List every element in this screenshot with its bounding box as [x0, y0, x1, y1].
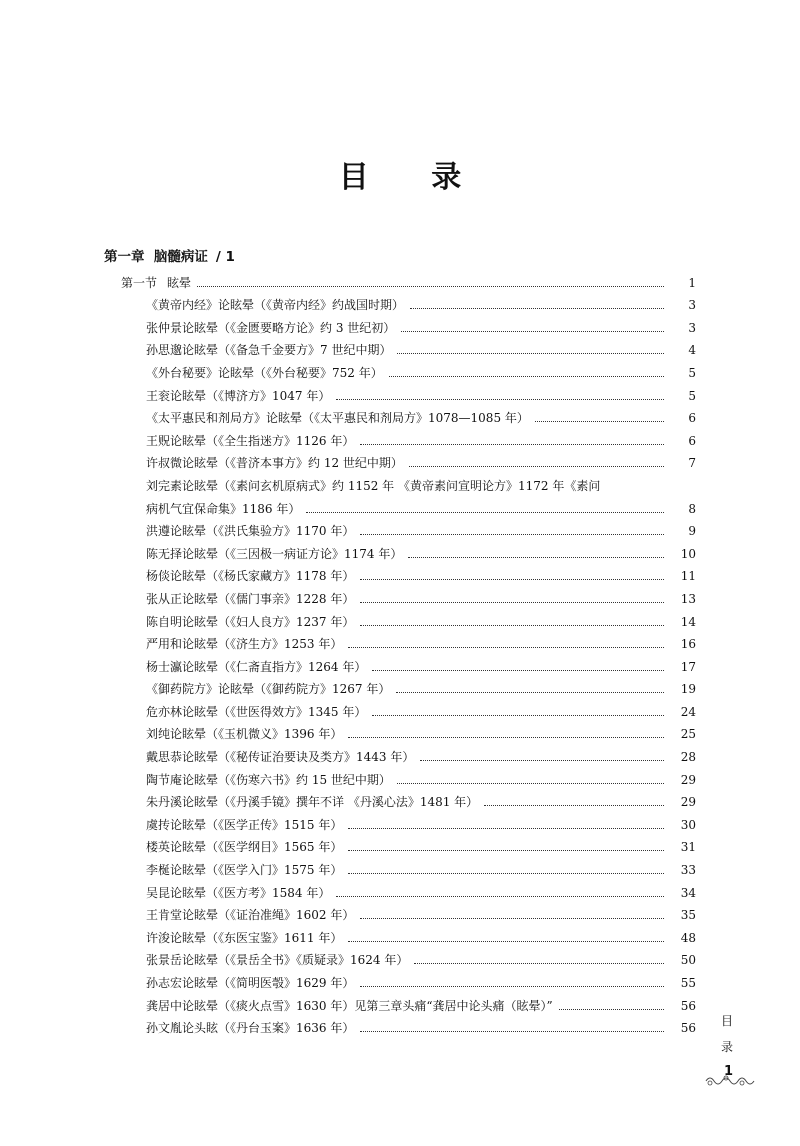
dot-leader	[348, 737, 664, 738]
side-tab-label	[720, 1008, 734, 1060]
section-name: 眩晕	[167, 275, 192, 290]
toc-entry-title: 楼英论眩晕（《医学纲目》1565 年）	[146, 840, 343, 855]
toc-entry-page: 8	[688, 501, 696, 516]
toc-entry-title: 李梴论眩晕（《医学入门》1575 年）	[146, 863, 343, 878]
toc-entry[interactable]	[0, 833, 800, 856]
toc-entry-title: 《太平惠民和剂局方》论眩晕（《太平惠民和剂局方》1078—1085 年）	[146, 411, 529, 426]
dot-leader	[360, 625, 664, 626]
toc-entry-page: 29	[680, 772, 696, 787]
toc-entry-title: 《御药院方》论眩晕（《御药院方》1267 年）	[146, 682, 391, 697]
toc-entry[interactable]	[0, 1014, 800, 1037]
side-label-char: 目	[720, 1014, 733, 1028]
toc-entry-page: 28	[680, 750, 696, 765]
toc-entry-page: 48	[680, 930, 696, 945]
toc-entry-title: 杨倓论眩晕（《杨氏家藏方》1178 年）	[146, 569, 355, 584]
toc-entry-title: 张景岳论眩晕（《景岳全书》《质疑录》1624 年）	[146, 953, 409, 968]
dot-leader	[348, 828, 664, 829]
toc-entry-page: 3	[688, 298, 696, 313]
toc-entry-title: 王衮论眩晕（《博济方》1047 年）	[146, 388, 331, 403]
toc-entry-page: 55	[680, 976, 696, 990]
toc-entry[interactable]	[0, 697, 800, 720]
toc-entry-page: 5	[688, 365, 696, 380]
toc-entry-page: 50	[680, 953, 696, 968]
dot-leader	[372, 670, 664, 671]
dot-leader	[397, 783, 664, 784]
toc-entry[interactable]	[0, 291, 800, 314]
toc-entry[interactable]	[0, 742, 800, 765]
toc-entry-continuation[interactable]	[0, 494, 800, 517]
toc-entry-page: 4	[688, 343, 696, 358]
toc-entry-page: 34	[680, 885, 696, 900]
toc-entry-title: 严用和论眩晕（《济生方》1253 年）	[146, 637, 343, 652]
toc-entry[interactable]	[0, 652, 800, 675]
toc-entry-title: 陶节庵论眩晕（《伤寒六书》约 15 世纪中期）	[146, 772, 391, 787]
toc-entry-page: 11	[680, 569, 696, 584]
toc-entry-title: 虞抟论眩晕（《医学正传》1515 年）	[146, 817, 343, 832]
toc-entry-title: 杨士瀛论眩晕（《仁斋直指方》1264 年）	[146, 659, 367, 674]
toc-entry-page: 31	[680, 840, 696, 855]
toc-entry-page: 56	[680, 1021, 696, 1036]
toc-entry-title: 张从正论眩晕（《儒门事亲》1228 年）	[146, 591, 355, 606]
toc-entry-title: 王肯堂论眩晕（《证治准绳》1602 年）	[146, 908, 355, 923]
dot-leader	[360, 579, 664, 580]
dot-leader	[306, 512, 664, 513]
toc-entry-page: 56	[680, 998, 696, 1013]
toc-entry-page: 30	[680, 817, 696, 832]
toc-entry[interactable]	[0, 855, 800, 878]
toc-entry-page: 10	[680, 546, 696, 561]
footer-page-number: 1	[724, 1064, 734, 1079]
toc-entry[interactable]	[0, 607, 800, 630]
chapter-name: 脑髓病证	[153, 249, 208, 265]
dot-leader	[360, 534, 664, 535]
section-label: 第一节	[121, 275, 158, 290]
toc-entry-page: 3	[688, 320, 696, 335]
toc-entry[interactable]	[0, 878, 800, 901]
toc-entries	[0, 291, 800, 1037]
toc-entry[interactable]	[0, 471, 800, 494]
toc-entry[interactable]	[0, 517, 800, 540]
toc-entry-title: 吴昆论眩晕（《医方考》1584 年）	[146, 885, 331, 900]
dot-leader	[409, 466, 664, 467]
toc-entry-page: 16	[680, 637, 696, 652]
toc-entry-title: 王贶论眩晕（《全生指迷方》1126 年）	[146, 433, 355, 448]
toc-entry[interactable]	[0, 539, 800, 562]
toc-entry-title: 《黄帝内经》论眩晕（《黄帝内经》约战国时期）	[146, 298, 405, 313]
dot-leader	[410, 308, 664, 309]
toc-entry-page: 25	[680, 727, 696, 742]
toc-entry-page: 6	[688, 433, 696, 448]
toc-entry-title: 许浚论眩晕（《东医宝鉴》1611 年）	[146, 930, 343, 945]
toc-entry-page: 35	[680, 908, 696, 923]
dot-leader	[535, 421, 664, 422]
dot-leader	[559, 1009, 664, 1010]
toc-entry-title: 孙志宏论眩晕（《简明医彀》1629 年）	[146, 976, 355, 990]
toc-entry[interactable]	[0, 968, 800, 991]
chapter-label: 第一章	[104, 249, 145, 265]
toc-entry-title: 孙思邈论眩晕（《备急千金要方》7 世纪中期）	[146, 343, 392, 358]
toc-entry[interactable]	[0, 562, 800, 585]
toc-entry[interactable]	[0, 788, 800, 811]
toc-entry[interactable]	[0, 675, 800, 698]
dot-leader	[401, 331, 664, 332]
toc-entry[interactable]	[0, 991, 800, 1014]
dot-leader	[348, 941, 664, 942]
toc-entry[interactable]	[0, 720, 800, 743]
toc-section-row[interactable]	[0, 268, 800, 291]
dot-leader	[197, 286, 664, 287]
toc-entry-page: 17	[680, 659, 696, 674]
toc-list	[0, 268, 800, 1036]
toc-entry-title: 陈自明论眩晕（《妇人良方》1237 年）	[146, 614, 355, 629]
toc-entry-title: 孙文胤论头眩（《丹台玉案》1636 年）	[146, 1021, 355, 1036]
toc-entry-title: 洪遵论眩晕（《洪氏集验方》1170 年）	[146, 524, 355, 539]
dot-leader	[484, 805, 664, 806]
dot-leader	[336, 896, 664, 897]
dot-leader	[414, 963, 664, 964]
toc-entry-title: 《外台秘要》论眩晕（《外台秘要》752 年）	[146, 365, 383, 380]
toc-entry[interactable]	[0, 449, 800, 472]
chapter-page: 1	[225, 249, 235, 265]
toc-entry[interactable]	[0, 426, 800, 449]
dot-leader	[336, 399, 664, 400]
toc-entry-page: 6	[688, 411, 696, 426]
toc-entry-title: 朱丹溪论眩晕（《丹溪手镜》撰年不详 《丹溪心法》1481 年）	[146, 795, 479, 810]
toc-entry[interactable]	[0, 381, 800, 404]
chapter-heading[interactable]	[104, 245, 235, 265]
dot-leader	[360, 602, 664, 603]
toc-entry[interactable]	[0, 946, 800, 969]
toc-entry[interactable]	[0, 584, 800, 607]
toc-entry-title: 危亦林论眩晕（《世医得效方》1345 年）	[146, 704, 367, 719]
toc-entry[interactable]	[0, 810, 800, 833]
dot-leader	[372, 715, 664, 716]
dot-leader	[408, 557, 664, 558]
toc-entry-title: 戴思恭论眩晕（《秘传证治要诀及类方》1443 年）	[146, 750, 415, 765]
toc-entry-title-cont: 病机气宜保命集》1186 年）	[146, 501, 301, 516]
toc-entry[interactable]	[0, 336, 800, 359]
toc-entry-title: 刘完素论眩晕（《素问玄机原病式》约 1152 年 《黄帝素问宣明论方》1172 年《素问	[146, 478, 601, 493]
section-page: 1	[688, 275, 696, 290]
chapter-separator: /	[215, 249, 221, 265]
dot-leader	[348, 647, 664, 648]
dot-leader	[360, 918, 664, 919]
dot-leader	[360, 444, 664, 445]
toc-entry[interactable]	[0, 630, 800, 653]
dot-leader	[348, 873, 664, 874]
toc-entry-page: 19	[680, 682, 696, 697]
toc-entry-title: 许叔微论眩晕（《普济本事方》约 12 世纪中期）	[146, 456, 403, 471]
toc-entry-title: 陈无择论眩晕（《三因极一病证方论》1174 年）	[146, 546, 403, 561]
toc-entry-page: 14	[680, 614, 696, 629]
toc-entry-title: 刘纯论眩晕（《玉机微义》1396 年）	[146, 727, 343, 742]
toc-entry-page: 13	[680, 591, 696, 606]
dot-leader	[420, 760, 664, 761]
toc-entry-page: 33	[680, 863, 696, 878]
toc-entry-page: 29	[680, 795, 696, 810]
toc-entry[interactable]	[0, 358, 800, 381]
toc-entry-page: 24	[680, 704, 696, 719]
toc-entry-page: 7	[688, 456, 696, 471]
toc-entry-title: 张仲景论眩晕（《金匮要略方论》约 3 世纪初）	[146, 320, 396, 335]
dot-leader	[360, 1031, 664, 1032]
toc-entry-page: 9	[688, 524, 696, 539]
toc-entry[interactable]	[0, 901, 800, 924]
toc-entry[interactable]	[0, 923, 800, 946]
toc-entry[interactable]	[0, 765, 800, 788]
dot-leader	[396, 692, 664, 693]
dot-leader	[360, 986, 664, 987]
toc-entry-title: 龚居中论眩晕（《痰火点雪》1630 年）见第三章头痛“龚居中论头痛（眩晕）”	[146, 998, 553, 1013]
cloud-ornament-icon	[704, 1072, 756, 1088]
toc-entry[interactable]	[0, 404, 800, 427]
dot-leader	[348, 850, 664, 851]
dot-leader	[389, 376, 664, 377]
side-label-char: 录	[720, 1040, 733, 1054]
dot-leader	[397, 353, 664, 354]
toc-entry[interactable]	[0, 313, 800, 336]
page-title: 目 录	[338, 160, 488, 195]
toc-entry-page: 5	[688, 388, 696, 403]
